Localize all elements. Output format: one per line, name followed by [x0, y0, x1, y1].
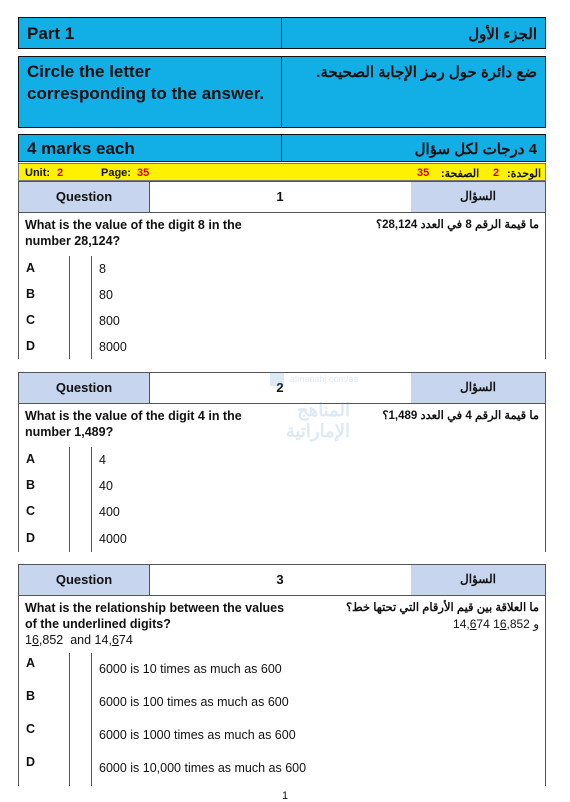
instruction-header — [18, 56, 546, 128]
option-letter: C — [26, 313, 36, 327]
underlined-numbers-ar: 14,674 و 16,852 — [453, 617, 539, 631]
unit-label: Unit: — [25, 167, 51, 179]
question-text-ar: ما قيمة الرقم 8 في العدد 28,124؟ — [375, 219, 539, 231]
option-c[interactable] — [19, 719, 545, 753]
option-a[interactable] — [19, 447, 545, 474]
option-text: 6000 is 10 times as much as 600 — [99, 662, 282, 676]
option-letter: C — [26, 722, 36, 736]
page-value-ar: 35 — [417, 167, 430, 179]
option-text: 80 — [99, 288, 113, 302]
question-label-ar: السؤال — [460, 380, 496, 394]
option-letter: D — [26, 755, 36, 769]
option-d[interactable] — [19, 334, 545, 359]
part-header — [18, 17, 546, 49]
marks-header — [18, 134, 546, 162]
option-c[interactable] — [19, 308, 545, 335]
option-b[interactable] — [19, 473, 545, 500]
page-value: 35 — [137, 167, 150, 179]
option-text: 4 — [99, 453, 106, 467]
option-letter: C — [26, 504, 36, 518]
question-text-en: What is the value of the digit 4 in the number 1,489? — [25, 409, 242, 439]
option-text: 8000 — [99, 340, 127, 354]
question-3 — [18, 564, 546, 786]
option-text: 40 — [99, 479, 113, 493]
watermark — [230, 372, 359, 441]
option-text: 6000 is 1000 times as much as 600 — [99, 728, 296, 742]
unit-value-ar: 2 — [493, 167, 500, 179]
option-text: 8 — [99, 262, 106, 276]
question-text-ar: ما قيمة الرقم 4 في العدد 1,489؟ — [382, 410, 539, 422]
page-number: 1 — [281, 790, 289, 802]
instruction-en: Circle the letter corresponding to the answer. — [27, 62, 265, 103]
option-letter: D — [26, 339, 36, 353]
option-d[interactable] — [19, 526, 545, 552]
part-title-en: Part 1 — [27, 24, 75, 43]
option-letter: A — [26, 452, 36, 466]
question-text-ar: ما العلاقة بين قيم الأرقام التي تحتها خط؟ — [345, 602, 539, 614]
option-c[interactable] — [19, 499, 545, 527]
question-label: Question — [55, 380, 113, 395]
instruction-ar: ضع دائرة حول رمز الإجابة الصحيحة. — [316, 64, 537, 81]
option-a[interactable] — [19, 653, 545, 687]
watermark-url: almanahj.com/ae — [290, 374, 359, 384]
watermark-logo-icon — [270, 372, 284, 386]
option-letter: A — [26, 261, 36, 275]
question-label-ar: السؤال — [460, 572, 496, 586]
option-letter: B — [26, 478, 36, 492]
question-text-en: What is the value of the digit 8 in the number 28,124? — [25, 218, 242, 248]
option-letter: A — [26, 656, 36, 670]
question-header — [19, 182, 545, 213]
marks-ar: 4 درجات لكل سؤال — [414, 141, 537, 158]
option-text: 800 — [99, 314, 120, 328]
part-title-ar: الجزء الأول — [468, 26, 537, 43]
unit-label-ar: الوحدة: — [507, 168, 542, 180]
question-label: Question — [55, 189, 113, 204]
page-label-ar: الصفحة: — [441, 168, 480, 180]
option-a[interactable] — [19, 256, 545, 283]
question-text-en: What is the relationship between the values of the underlined digits? — [25, 601, 285, 631]
page-label: Page: — [101, 167, 131, 179]
option-letter: B — [26, 287, 36, 301]
option-d[interactable] — [19, 752, 545, 786]
question-number: 1 — [276, 189, 284, 204]
underlined-numbers-en: 16,852 and 14,674 — [25, 633, 133, 647]
marks-en: 4 marks each — [27, 139, 135, 158]
question-header — [19, 565, 545, 596]
option-b[interactable] — [19, 686, 545, 720]
option-letter: B — [26, 689, 36, 703]
unit-page-bar — [18, 163, 546, 181]
question-label: Question — [55, 572, 113, 587]
question-1 — [18, 181, 546, 359]
option-b[interactable] — [19, 282, 545, 309]
question-stem — [19, 595, 545, 654]
option-letter: D — [26, 531, 36, 545]
option-text: 6000 is 100 times as much as 600 — [99, 695, 289, 709]
option-text: 400 — [99, 505, 120, 519]
unit-value: 2 — [57, 167, 64, 179]
watermark-name: المناهج الإماراتية — [285, 400, 350, 441]
underlined-digit: 6 — [31, 633, 39, 647]
option-text: 6000 is 10,000 times as much as 600 — [99, 761, 307, 775]
underlined-digit: 6 — [111, 633, 119, 647]
question-number: 2 — [276, 380, 284, 395]
question-number: 3 — [276, 572, 284, 587]
option-text: 4000 — [99, 532, 127, 546]
question-label-ar: السؤال — [460, 189, 496, 203]
question-stem — [19, 212, 545, 257]
